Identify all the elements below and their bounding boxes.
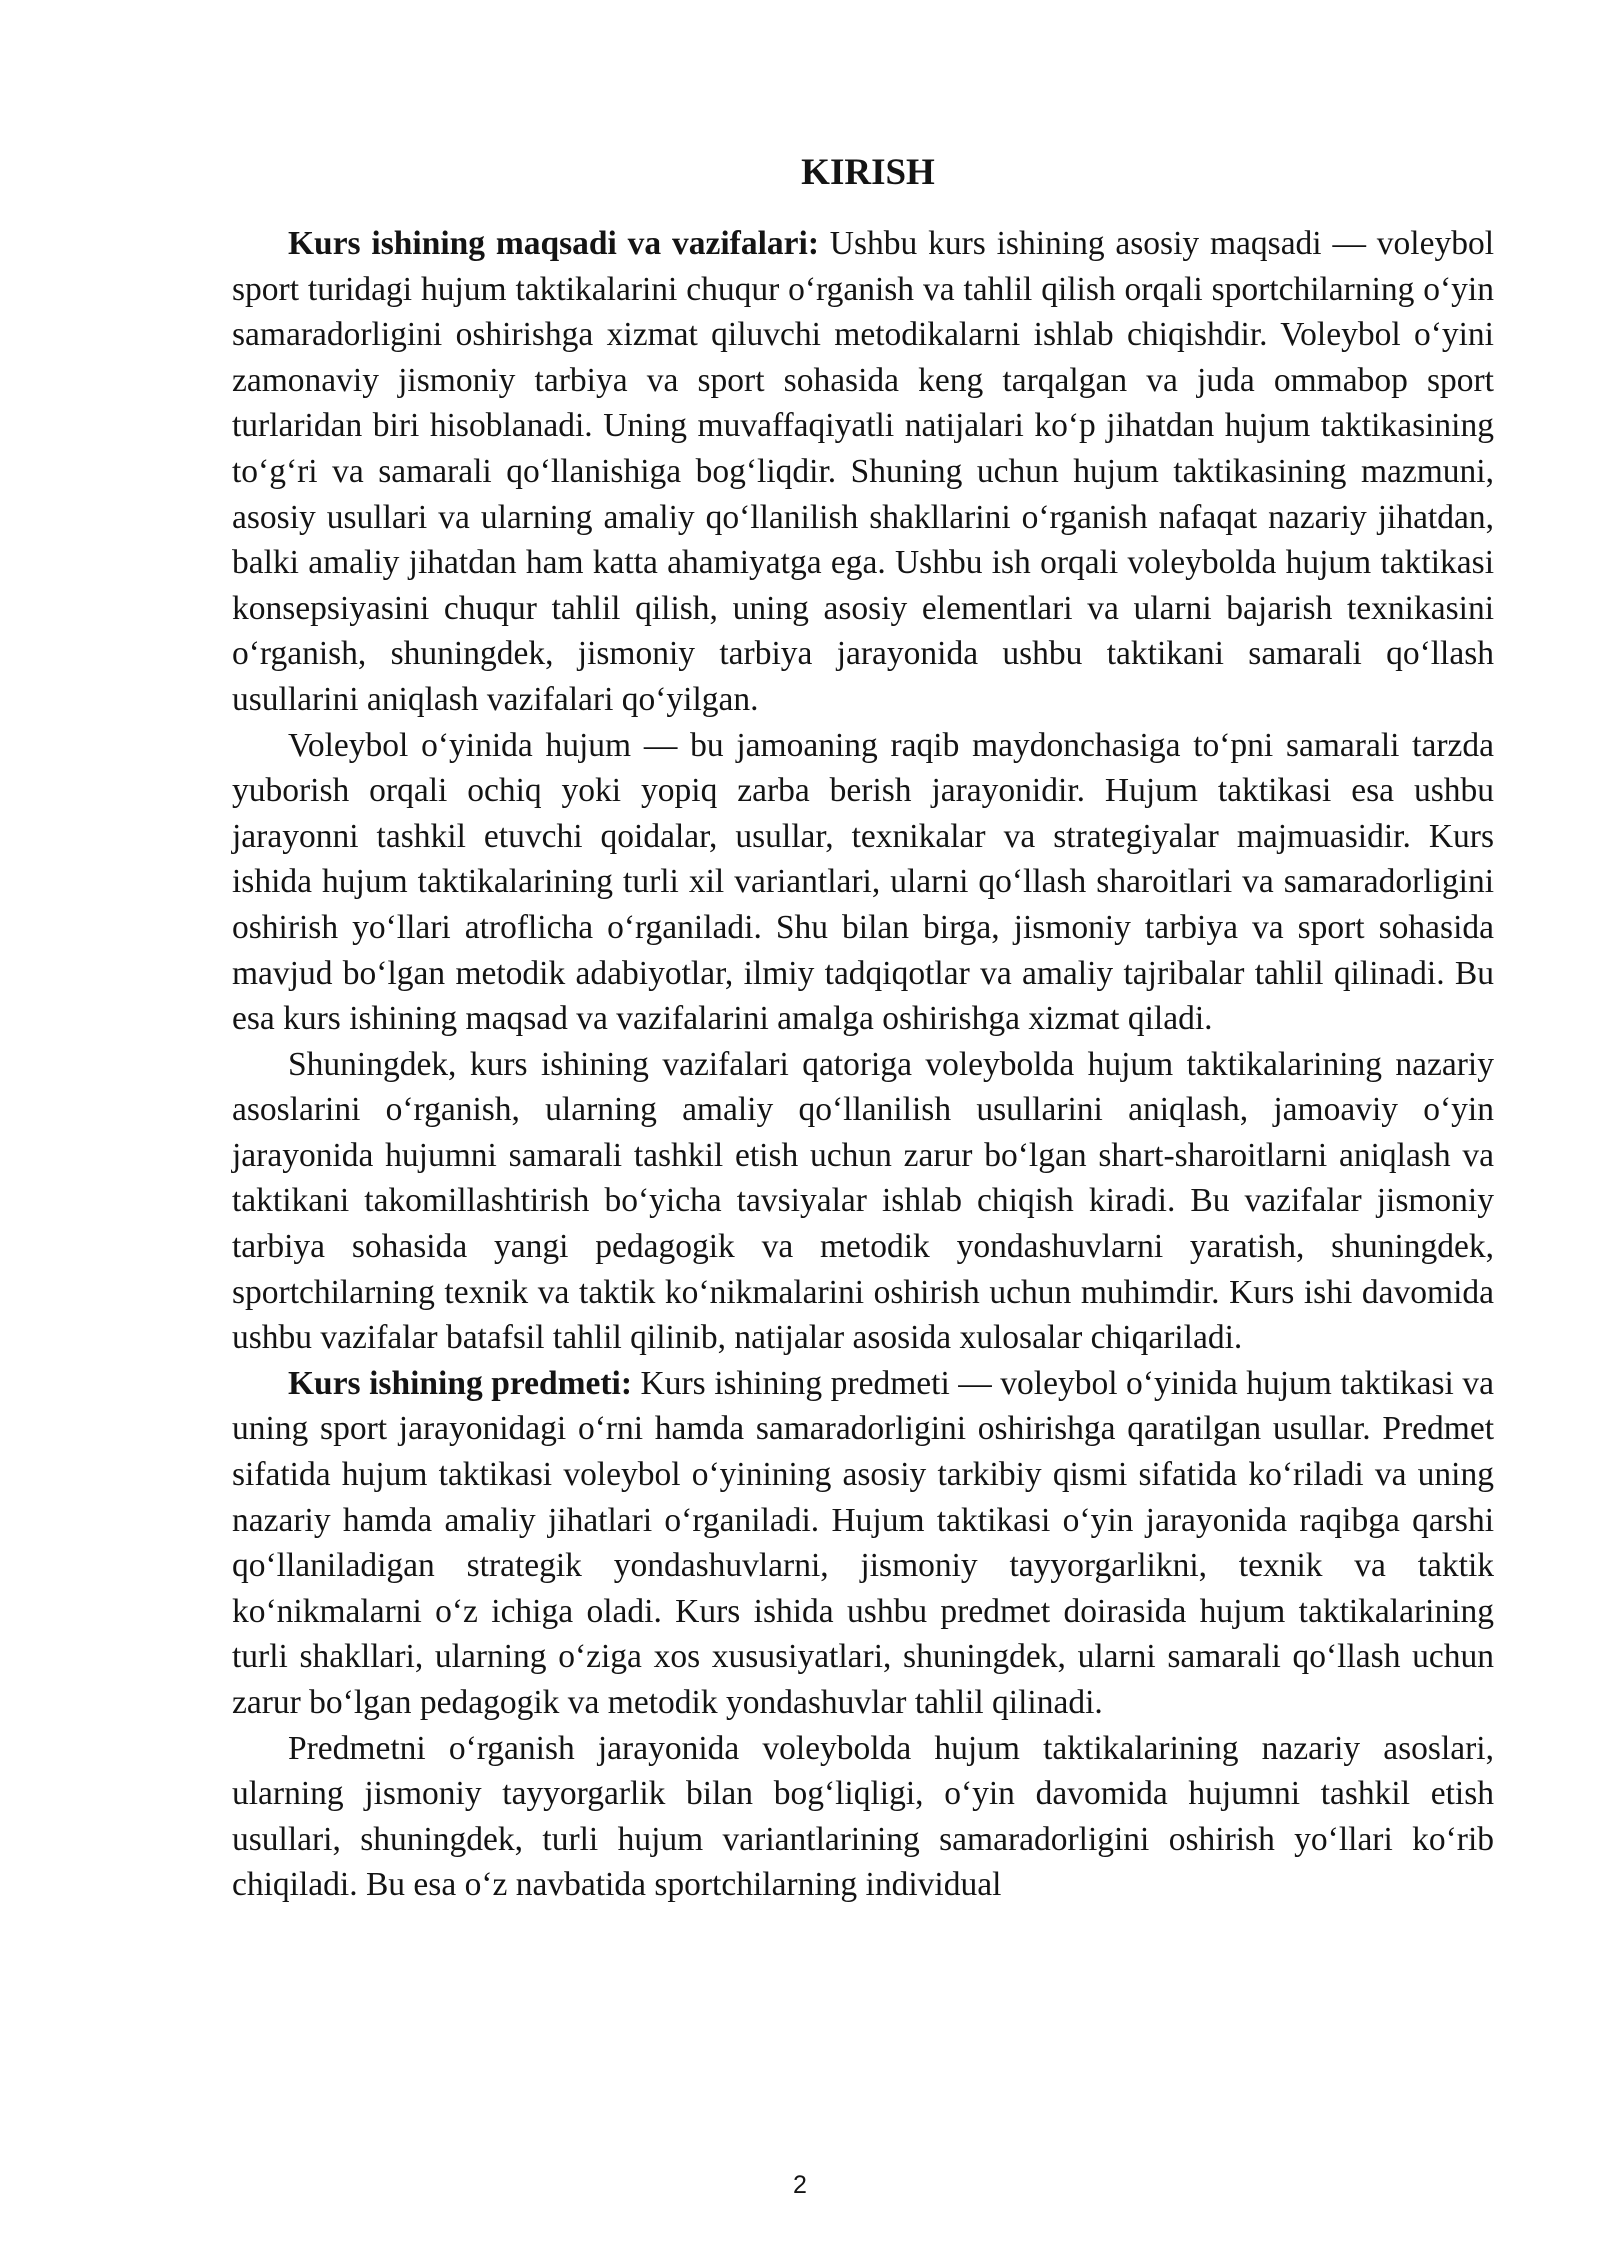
paragraph-tasks	[232, 1042, 1494, 1361]
page-number: 2	[793, 2171, 807, 2199]
paragraph-subject	[232, 1361, 1494, 1726]
paragraph-goals	[232, 221, 1494, 723]
paragraph-text: Predmetni o‘rganish jarayonida voleybolda hujum taktikalarining nazariy asoslari, ularning jismoniy tayyorgarlik bilan bog‘liqligi, o‘yin davomida hujumni tashkil etish usullari, shuningdek, turli hujum variantlarining samaradorligini oshirish yo‘llari ko‘rib chiqiladi. Bu esa o‘z navbatida sportchilarning individual	[232, 1729, 1494, 1904]
paragraph-text: Shuningdek, kurs ishining vazifalari qatoriga voleybolda hujum taktikalarining nazariy asoslarini o‘rganish, ularning amaliy qo‘llanilish usullarini aniqlash, jamoaviy o‘yin jarayonida hujumni samarali tashkil etish uchun zarur bo‘lgan shart-sharoitlarni aniqlash va taktikani takomillashtirish bo‘yicha tavsiyalar ishlab chiqish kiradi. Bu vazifalar jismoniy tarbiya sohasida yangi pedagogik va metodik yondashuvlarni yaratish, shuningdek, sportchilarning texnik va taktik ko‘nikmalarini oshirish uchun muhimdir. Kurs ishi davomida ushbu vazifalar batafsil tahlil qilinib, natijalar asosida xulosalar chiqariladi.	[232, 1045, 1494, 1357]
paragraph-text: Voleybol o‘yinida hujum — bu jamoaning raqib maydonchasiga to‘pni samarali tarzda yuborish orqali ochiq yoki yopiq zarba berish jarayonidir. Hujum taktikasi esa ushbu jarayonni tashkil etuvchi qoidalar, usullar, texnikalar va strategiyalar majmuasidir. Kurs ishida hujum taktikalarining turli xil variantlari, ularni qo‘llash sharoitlari va samaradorligini oshirish yo‘llari atroflicha o‘rganiladi. Shu bilan birga, jismoniy tarbiya va sport sohasida mavjud bo‘lgan metodik adabiyotlar, ilmiy tadqiqotlar va amaliy tajribalar tahlil qilinadi. Bu esa kurs ishining maqsad va vazifalarini amalga oshirishga xizmat qiladi.	[232, 726, 1494, 1038]
paragraph-text: Kurs ishining predmeti — voleybol o‘yinida hujum taktikasi va uning sport jarayonidagi o‘rni hamda samaradorligini oshirishga qaratilgan usullar. Predmet sifatida hujum taktikasi voleybol o‘yinining asosiy tarkibiy qismi sifatida ko‘riladi va uning nazariy hamda amaliy jihatlari o‘rganiladi. Hujum taktikasi o‘yin jarayonida raqibga qarshi qo‘llaniladigan strategik yondashuvlarni, jismoniy tayyorgarlikni, texnik va taktik ko‘nikmalarni o‘z ichiga oladi. Kurs ishida ushbu predmet doirasida hujum taktikalarining turli shakllari, ularning o‘ziga xos xususiyatlari, shuningdek, ularni samarali qo‘llash uchun zarur bo‘lgan pedagogik va metodik yondashuvlar tahlil qilinadi.	[232, 1364, 1494, 1721]
paragraph-attack-definition	[232, 723, 1494, 1042]
paragraph-lead: Kurs ishining predmeti:	[288, 1364, 633, 1402]
document-page	[232, 150, 1494, 1908]
paragraph-subject-study	[232, 1726, 1494, 1908]
paragraph-lead: Kurs ishining maqsadi va vazifalari:	[288, 225, 819, 262]
paragraph-text: Ushbu kurs ishining asosiy maqsadi — voleybol sport turidagi hujum taktikalarini chuqur o‘rganish va tahlil qilish orqali sportchilarning o‘yin samaradorligini oshirishga xizmat qiluvchi metodikalarni ishlab chiqishdir. Voleybol o‘yini zamonaviy jismoniy tarbiya va sport sohasida keng tarqalgan va juda ommabop sport turlaridan biri hisoblanadi. Uning muvaffaqiyatli natijalari ko‘p jihatdan hujum taktikasining to‘g‘ri va samarali qo‘llanishiga bog‘liqdir. Shuning uchun hujum taktikasining mazmuni, asosiy usullari va ularning amaliy qo‘llanilish shakllarini o‘rganish nafaqat nazariy jihatdan, balki amaliy jihatdan ham katta ahamiyatga ega. Ushbu ish orqali voleybolda hujum taktikasi konsepsiyasini chuqur tahlil qilish, uning asosiy elementlari va ularni bajarish texnikasini o‘rganish, shuningdek, jismoniy tarbiya jarayonida ushbu taktikani samarali qo‘llash usullarini aniqlash vazifalari qo‘yilgan.	[232, 225, 1494, 718]
page-title: KIRISH	[801, 152, 935, 193]
